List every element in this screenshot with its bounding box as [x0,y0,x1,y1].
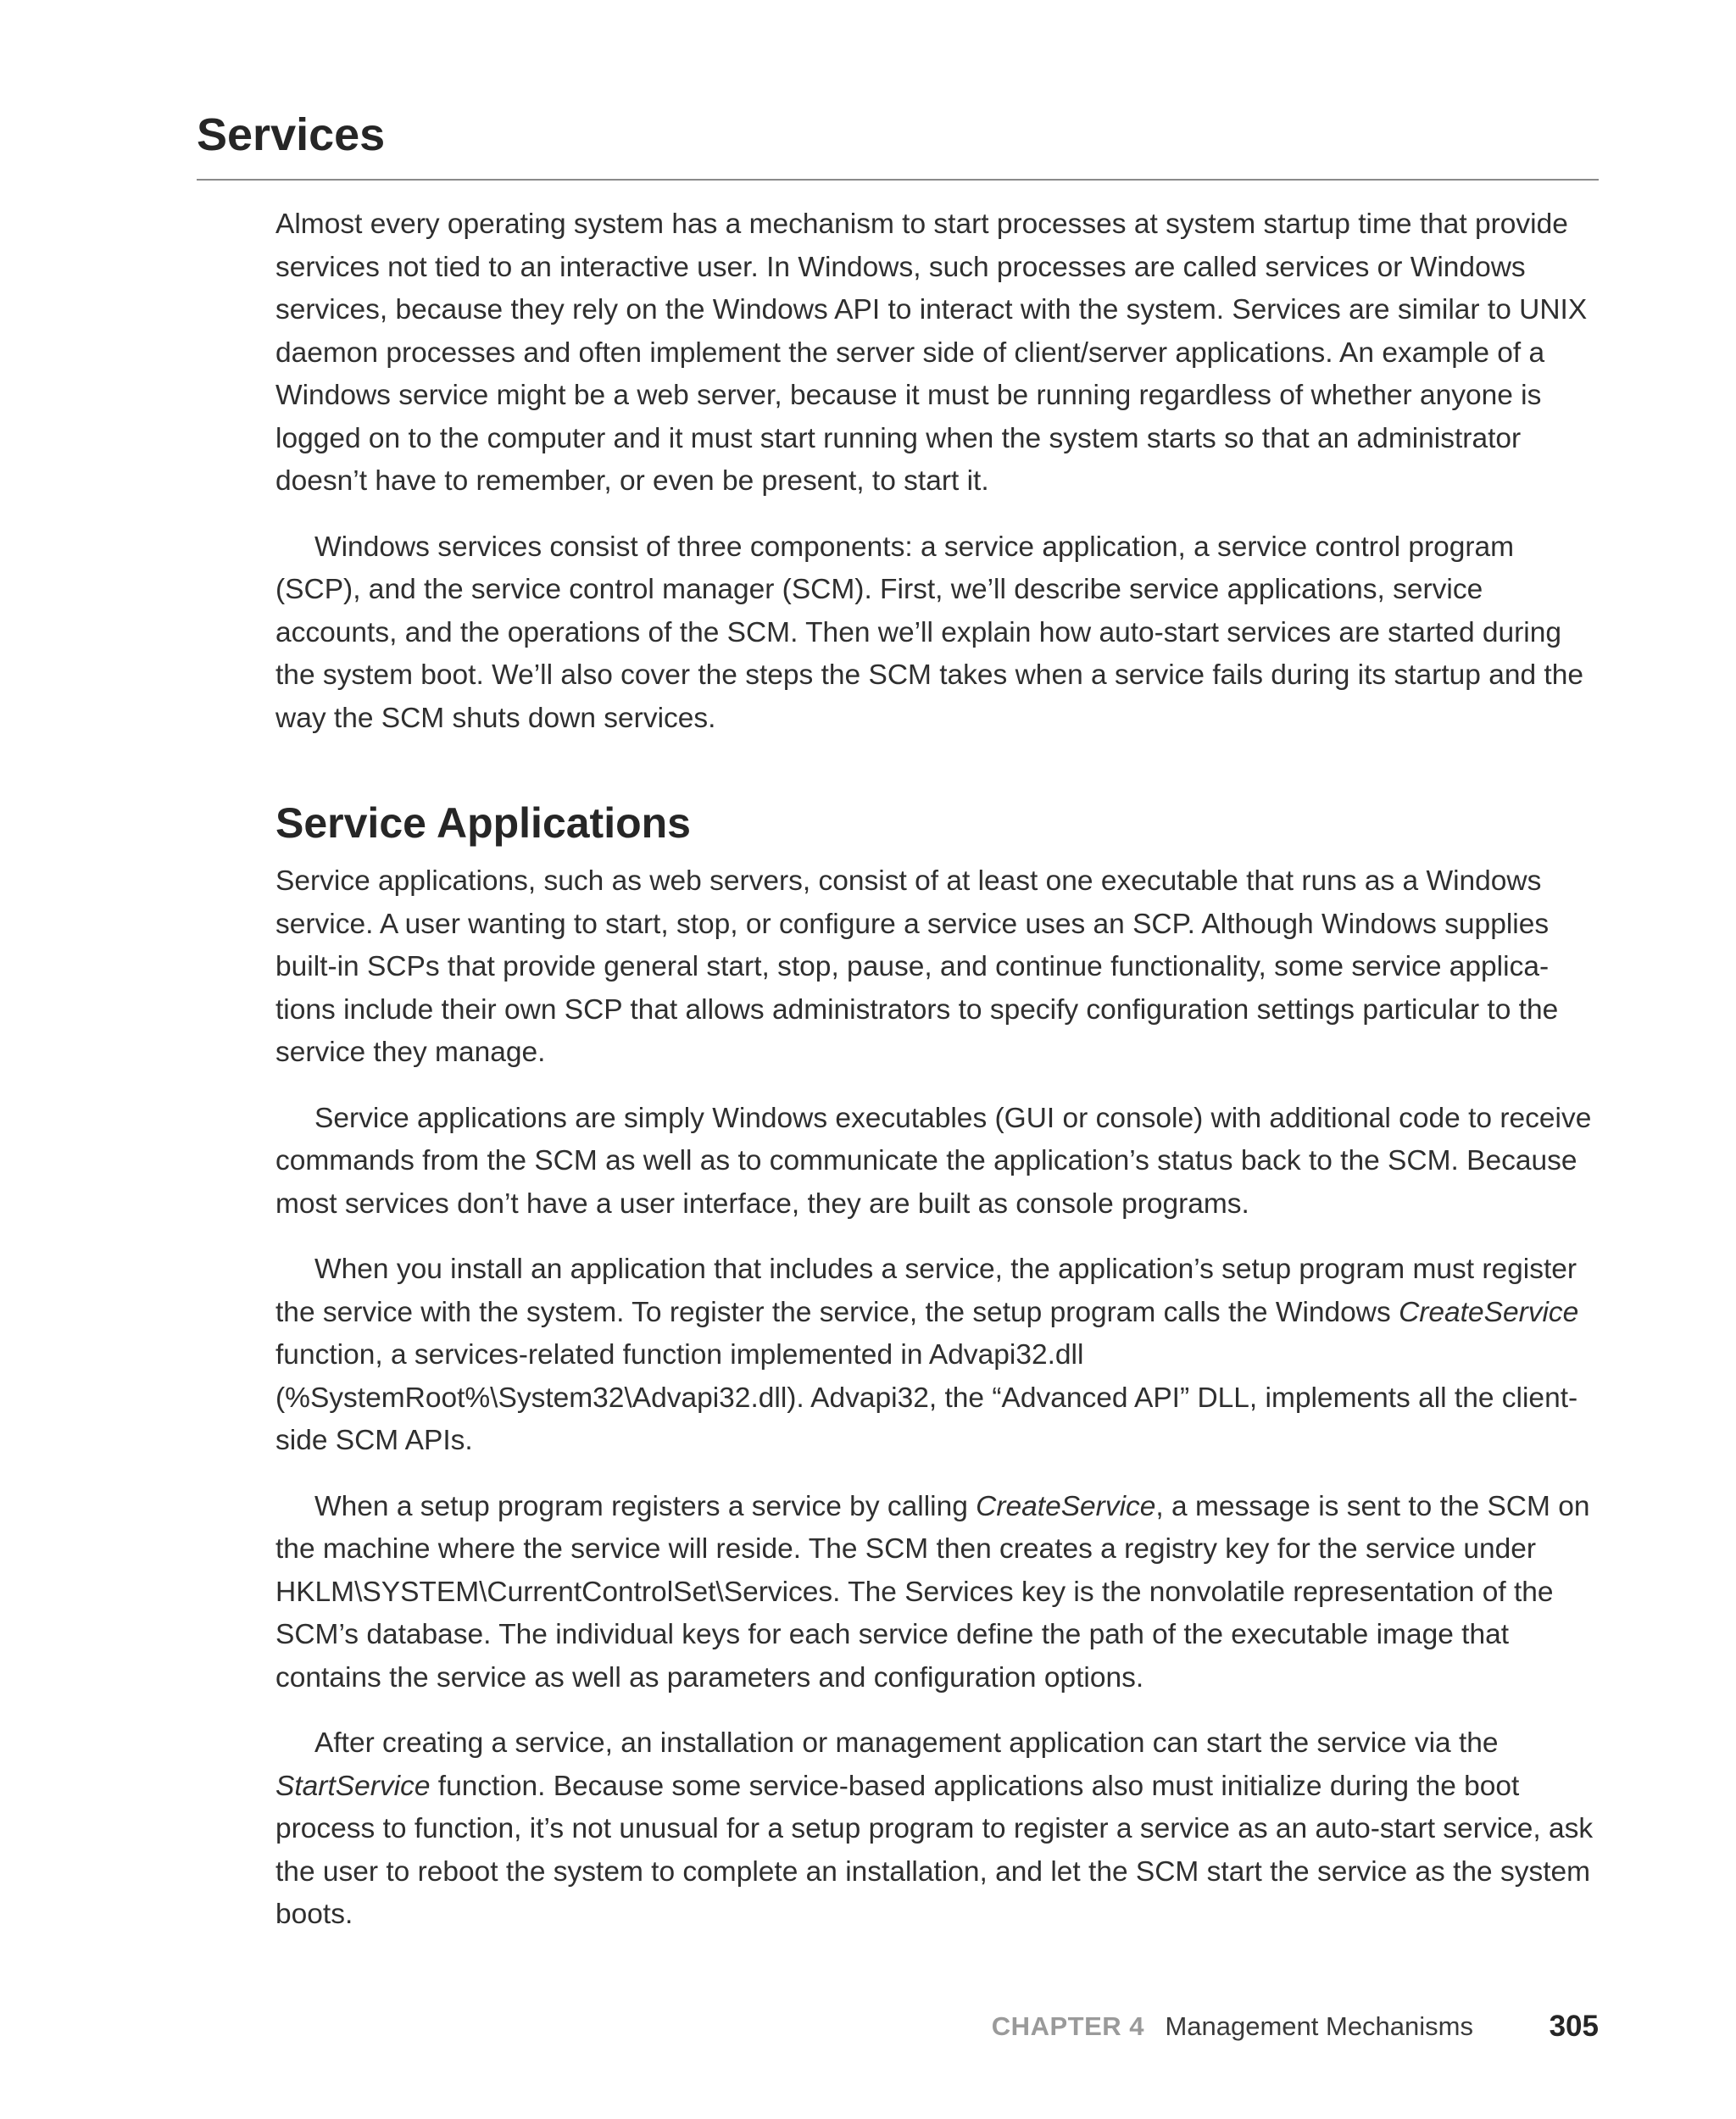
paragraph-service-apps-4 [275,1486,1602,1700]
paragraph-text: , a message is sent to the SCM on the machine where the service will reside. The SCM then creates a registry key for the service under HKLM\SYSTEM\CurrentControlSet\Services. The Services key is the nonvolatile representation of the SCM’s database. The individual keys for each service define the path of the executable image that contains the service as well as parameters and configuration options. [275,1490,1590,1694]
paragraph-text: When a setup program registers a service by calling [314,1490,976,1522]
paragraph-service-apps-5 [275,1722,1602,1937]
page-number: 305 [1549,2010,1599,2043]
function-name-createservice: CreateService [1399,1296,1579,1328]
function-name-startservice: StartService [275,1770,431,1802]
section-title: Services [197,109,386,160]
footer-chapter-title: Management Mechanisms [1165,2011,1473,2041]
paragraph-service-apps-1: Service applications, such as web servers, consist of at least one executable that runs as a Windows service. A user wanting to start, stop, or configure a service uses an SCP. Although Windows supplies built-in SCPs that provide general start, stop, pause, and continue functionality, some service applica-tions include their own SCP that allows administrators to specify configuration settings particular to the service they manage. [275,865,1559,1068]
paragraph-service-apps-3 [275,1249,1602,1463]
paragraph-text: When you install an application that includes a service, the application’s setup program must register the service with the system. To register the service, the setup program calls the Windows [275,1254,1577,1328]
subsection-title: Service Applications [275,799,691,847]
paragraph-text: After creating a service, an installation or management application can start the service via the [314,1727,1499,1759]
page-footer [0,2006,1599,2047]
section-divider [197,179,1599,181]
function-name-createservice: CreateService [976,1490,1156,1522]
paragraph-service-apps-2: Service applications are simply Windows executables (GUI or console) with additional code to receive commands from the SCM as well as to communicate the application’s status back to the SCM. Because most services don’t have a user interface, they are built as console programs. [275,1102,1592,1220]
paragraph-intro-2: Windows services consist of three components: a service application, a service control program (SCP), and the service control manager (SCM). First, we’ll describe service applications, service accounts, and the operations of the SCM. Then we’ll explain how auto-start services are started during the system boot. We’ll also cover the steps the SCM takes when a service fails during its startup and the way the SCM shuts down services. [275,531,1583,734]
footer-chapter-label: CHAPTER 4 [991,2011,1144,2041]
paragraph-text: function. Because some service-based applications also must initialize during the boot process to function, it’s not unusual for a setup program to register a service as an auto-start service, ask the user to reboot the system to complete an installation, and let the SCM start the service as the system boots. [275,1770,1594,1930]
page-body [275,203,1602,1960]
paragraph-intro-1: Almost every operating system has a mechanism to start processes at system startup time that provide services not tied to an interactive user. In Windows, such processes are called services or Windows services, because they rely on the Windows API to interact with the system. Services are similar to UNIX daemon processes and often implement the server side of client/server applications. An example of a Windows service might be a web server, because it must be running regardless of whether anyone is logged on to the computer and it must start running when the system starts so that an administrator doesn’t have to remember, or even be present, to start it. [275,209,1588,497]
paragraph-text: function, a services-related function implemented in Advapi32.dll (%SystemRoot%\System32\Advapi32.dll). Advapi32, the “Advanced API” DLL, implements all the client-side SCM APIs. [275,1339,1578,1456]
